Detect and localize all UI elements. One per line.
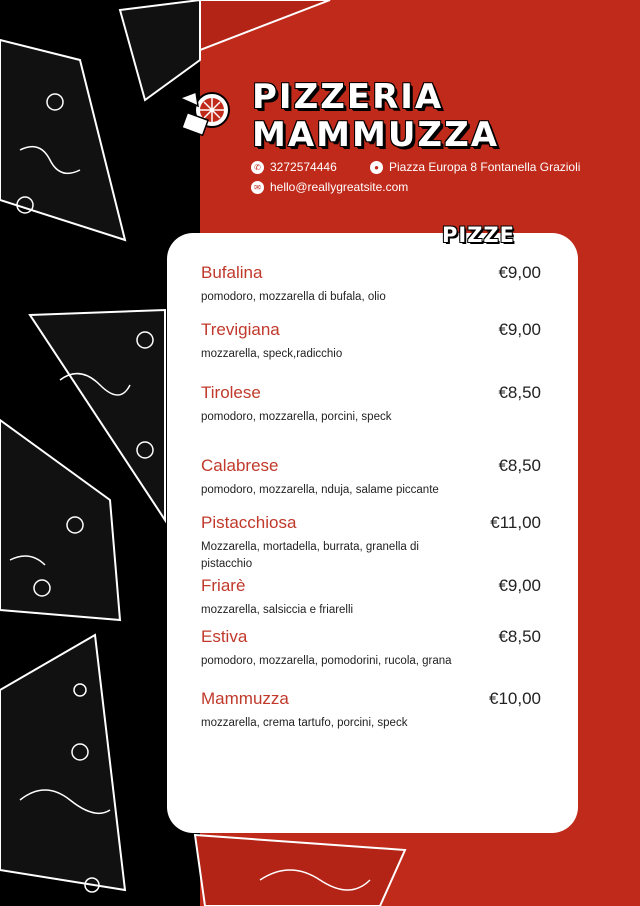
item-price: €9,00 (498, 320, 541, 339)
item-price: €11,00 (490, 513, 541, 532)
item-name: Friarè (201, 576, 246, 595)
item-name: Pistacchiosa (201, 513, 297, 532)
item-description: Mozzarella, mortadella, burrata, granella di pistacchio (201, 541, 419, 570)
menu-item (201, 513, 541, 573)
menu-item (201, 627, 541, 670)
item-price: €9,00 (498, 263, 541, 282)
address-contact (370, 160, 580, 174)
pizza-logo-icon (176, 86, 234, 144)
restaurant-name (252, 78, 499, 154)
item-price: €8,50 (498, 627, 541, 646)
menu-item (201, 263, 541, 306)
email: hello@reallygreatsite.com (270, 180, 409, 194)
item-description: pomodoro, mozzarella, porcini, speck (201, 411, 392, 423)
item-description: pomodoro, mozzarella, pomodorini, rucola, grana (201, 655, 452, 667)
menu-item (201, 320, 541, 363)
item-name: Calabrese (201, 456, 279, 475)
item-price: €8,50 (498, 456, 541, 475)
address: Piazza Europa 8 Fontanella Grazioli (389, 160, 581, 174)
item-price: €8,50 (498, 383, 541, 402)
phone-contact (251, 160, 337, 174)
section-title: PIZZE (442, 223, 516, 247)
phone-number: 3272574446 (270, 160, 337, 174)
item-name: Mammuzza (201, 689, 289, 708)
item-description: mozzarella, crema tartufo, porcini, speck (201, 717, 408, 729)
item-price: €9,00 (498, 576, 541, 595)
location-pin-icon: ● (370, 161, 383, 174)
menu-item (201, 456, 541, 499)
email-contact (251, 180, 408, 194)
mail-icon: ✉ (251, 181, 264, 194)
title-line-2: MAMMUZZA (252, 115, 500, 155)
title-line-1: PIZZERIA (252, 77, 444, 117)
item-name: Estiva (201, 627, 248, 646)
item-price: €10,00 (489, 689, 541, 708)
phone-icon: ✆ (251, 161, 264, 174)
item-name: Tirolese (201, 383, 261, 402)
item-description: pomodoro, mozzarella, nduja, salame piccante (201, 484, 439, 496)
item-name: Trevigiana (201, 320, 280, 339)
item-name: Bufalina (201, 263, 263, 282)
item-description: pomodoro, mozzarella di bufala, olio (201, 291, 386, 303)
item-description: mozzarella, speck,radicchio (201, 348, 343, 360)
menu-item (201, 383, 541, 426)
menu-item (201, 576, 541, 619)
item-description: mozzarella, salsiccia e friarelli (201, 604, 354, 616)
menu-item (201, 689, 541, 732)
